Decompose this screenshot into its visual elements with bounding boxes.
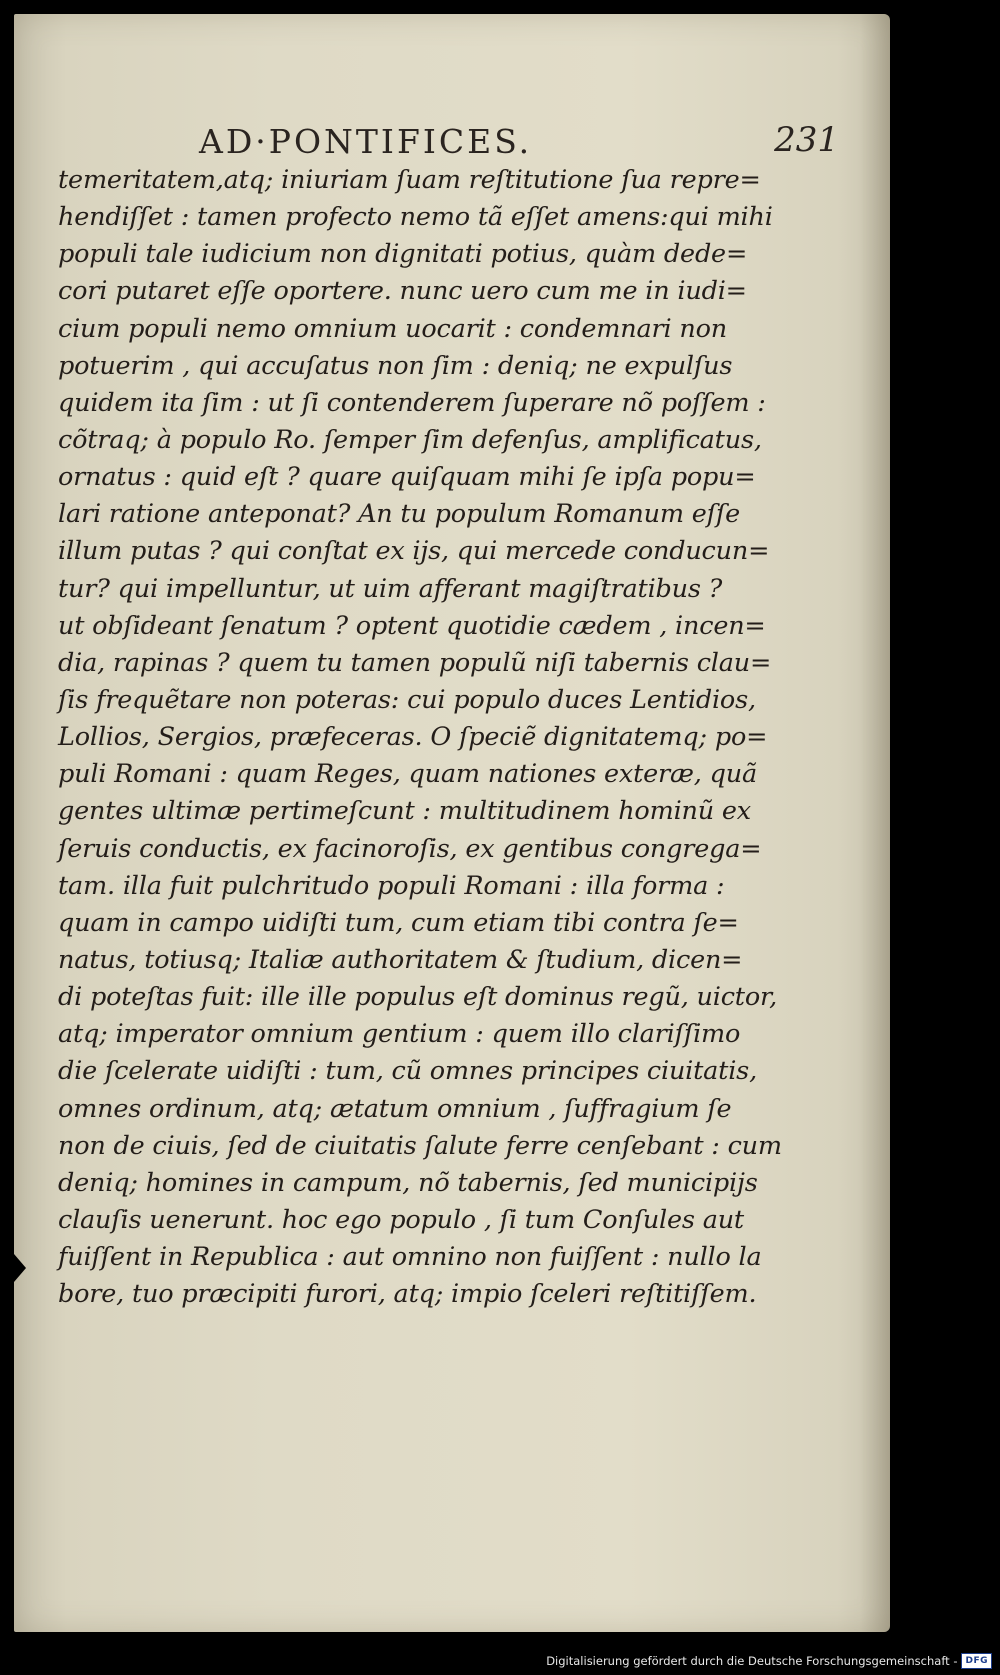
text-line: omnes ordinum, atq; ætatum omnium , ſuffragium ſe: [58, 1093, 732, 1124]
text-line: di poteſtas fuit: ille ille populus eſt dominus regũ, uictor,: [58, 982, 778, 1013]
text-line: quidem ita ſim : ut ſi contenderem ſuperare nõ poſſem :: [58, 387, 766, 418]
text-line: temeritatem,atq; iniuriam ſuam reſtitutione ſua repre=: [58, 165, 761, 195]
dfg-logo-icon: DFG: [961, 1653, 992, 1669]
text-line: ut obſideant ſenatum ? optent quotidie cædem , incen=: [58, 610, 766, 641]
text-line: illum putas ? qui conſtat ex iјs, qui mercede conducun=: [58, 536, 770, 567]
text-line: dia, rapinas ? quem tu tamen populũ niſi tabernis clau=: [58, 647, 772, 678]
text-line: lari ratione anteponat? An tu populum Romanum eſſe: [58, 499, 740, 530]
text-line: cium populi nemo omnium uocarit : condemnari non: [58, 313, 727, 344]
page-edge-nick: [14, 1254, 26, 1282]
running-head: [199, 122, 839, 162]
text-line: ornatus : quid eſt ? quare quiſquam mihi ſe ipſa popu=: [58, 462, 756, 493]
text-line: bore, tuo præcipiti furori, atq; impio ſceleri reſtitiſſem.: [58, 1279, 757, 1310]
body-text: [58, 162, 782, 1313]
text-line: tur? qui impelluntur, ut uim afferant magiſtratibus ?: [58, 573, 723, 604]
text-line: non de ciuis, ſed de ciuitatis ſalute ferre cenſebant : cum: [58, 1130, 782, 1161]
text-line: die ſcelerate uidiſti : tum, cũ omnes principes ciuitatis,: [58, 1056, 757, 1087]
digitization-credit: [546, 1651, 992, 1671]
text-line: cõtraq; à populo Ro. ſemper ſim defenſus, amplificatus,: [58, 424, 762, 455]
text-line: ſis frequẽtare non poteras: cui populo duces Lentidios,: [58, 684, 756, 715]
text-line: hendiſſet : tamen profecto nemo tã eſſet amens:qui mihi: [58, 202, 773, 233]
running-head-title: AD·PONTIFICES.: [199, 122, 533, 161]
text-line: fuiſſent in Republica : aut omnino non fuiſſent : nullo la: [58, 1242, 762, 1273]
text-line: Lollios, Sergios, præfeceras. O ſpeciẽ dignitatemq; po=: [58, 722, 768, 753]
text-line: atq; imperator omnium gentium : quem illo clariſſimo: [58, 1019, 741, 1050]
page-number: 231: [774, 120, 839, 160]
text-line: clauſis uenerunt. hoc ego populo , ſi tum Conſules aut: [58, 1204, 744, 1235]
text-line: gentes ultimæ pertimeſcunt : multitudinem hominũ ex: [58, 796, 751, 827]
text-line: populi tale iudicium non dignitati potius, quàm dede=: [58, 239, 748, 270]
text-line: cori putaret eſſe oportere. nunc uero cum me in iudi=: [58, 276, 747, 307]
text-line: natus, totiusq; Italiæ authoritatem & ſtudium, dicen=: [58, 944, 743, 975]
text-line: ſeruis conductis, ex facinoroſis, ex gentibus congrega=: [58, 833, 762, 864]
text-line: potuerim , qui accuſatus non ſim : deniq; ne expulſus: [58, 350, 733, 381]
text-line: quam in campo uidiſti tum, cum etiam tibi contra ſe=: [58, 907, 739, 938]
credit-text: Digitalisierung gefördert durch die Deutsche Forschungsgemeinschaft -: [546, 1654, 958, 1668]
text-line: puli Romani : quam Reges, quam nationes exteræ, quã: [58, 759, 757, 790]
text-line: tam. illa fuit pulchritudo populi Romani : illa forma :: [58, 870, 725, 901]
text-line: deniq; homines in campum, nõ tabernis, ſed municipiјs: [58, 1167, 758, 1198]
book-page: [14, 14, 890, 1632]
